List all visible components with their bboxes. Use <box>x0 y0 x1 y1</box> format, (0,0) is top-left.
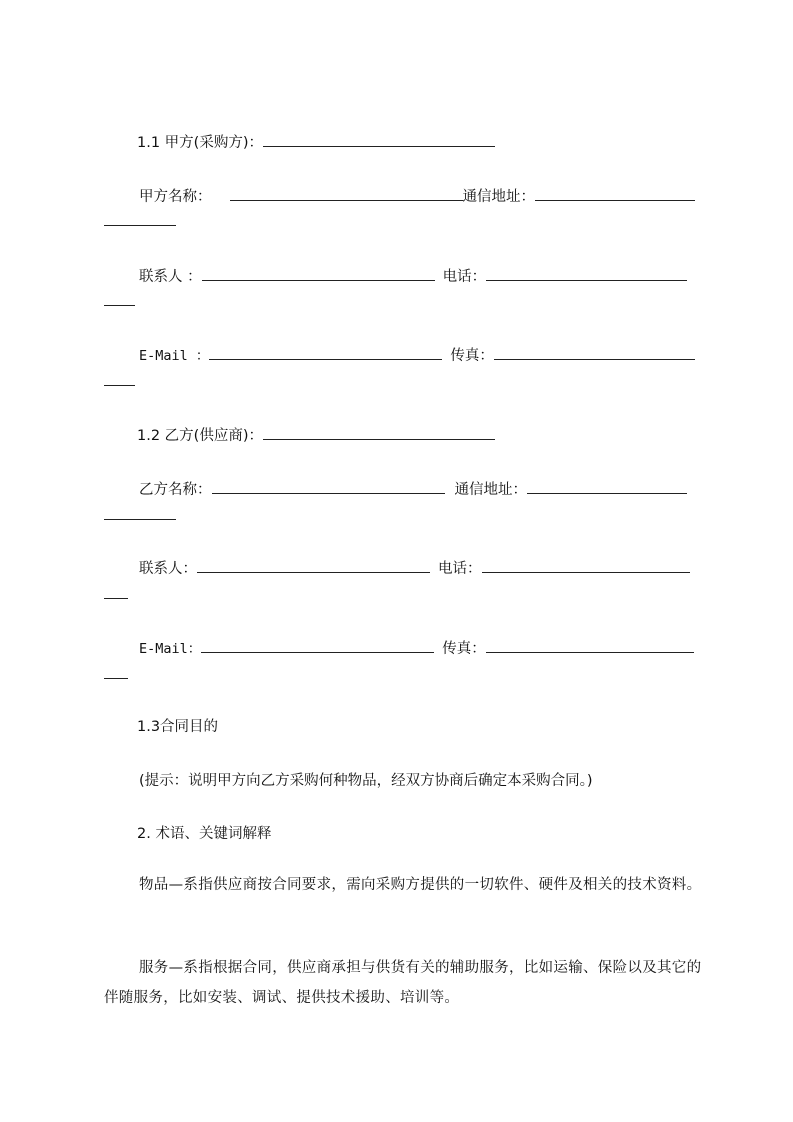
party-a-name-label: 甲方名称： <box>139 189 212 205</box>
goods-definition-paragraph: 物品—系指供应商按合同要求，需向采购方提供的一切软件、硬件及相关的技术资料。 <box>139 877 702 893</box>
party-a-fax-label: 传真： <box>450 348 494 364</box>
party-b-fax-label: 传真： <box>442 641 486 657</box>
party-b-name-line <box>139 478 687 498</box>
section-1-3-hint: (提示：说明甲方向乙方采购何种物品，经双方协商后确定本采购合同。) <box>139 773 593 789</box>
party-b-blank[interactable] <box>263 424 495 440</box>
party-a-email-label: E-Mail ： <box>139 348 210 364</box>
section-1-3-line <box>137 717 218 737</box>
section-1-3-heading: 1.3合同目的 <box>137 719 219 735</box>
party-b-fax-field[interactable] <box>486 637 694 653</box>
party-b-name-field[interactable] <box>212 478 445 494</box>
party-a-contact-label: 联系人 ： <box>139 269 202 285</box>
section-1-3-hint-line <box>139 771 593 791</box>
party-a-phone-label: 电话： <box>442 269 487 285</box>
party-a-email-field[interactable] <box>209 344 442 360</box>
party-a-fax-field[interactable] <box>494 344 695 360</box>
party-b-contact-label: 联系人： <box>139 561 197 577</box>
party-a-address-field-wrap[interactable] <box>104 224 176 226</box>
party-b-fax-field-wrap[interactable] <box>104 677 128 679</box>
service-definition-paragraph: 服务—系指根据合同，供应商承担与供货有关的辅助服务，比如运输、保险以及其它的伴随服务，比如安装、调试、提供技术援助、培训等。 <box>104 960 702 1006</box>
party-b-name-label: 乙方名称： <box>139 482 212 498</box>
party-b-address-field-wrap[interactable] <box>104 518 176 520</box>
party-b-phone-field-wrap[interactable] <box>104 597 128 599</box>
party-b-phone-label: 电话： <box>438 561 482 577</box>
party-a-fax-field-wrap[interactable] <box>104 384 135 386</box>
party-a-address-label: 通信地址： <box>462 189 535 205</box>
party-a-phone-field[interactable] <box>486 265 687 281</box>
party-b-contact-line <box>139 557 690 577</box>
party-a-contact-line <box>139 265 687 285</box>
section-2-line <box>137 824 271 844</box>
section-1-1-heading: 1.1 甲方(采购方)： <box>137 135 263 151</box>
party-a-blank[interactable] <box>263 131 495 147</box>
party-a-name-field[interactable] <box>230 185 463 201</box>
party-a-name-line <box>139 185 695 205</box>
party-b-email-label: E-Mail： <box>139 641 202 657</box>
party-b-address-label: 通信地址： <box>454 482 527 498</box>
party-a-email-line <box>139 344 695 364</box>
section-1-2-line <box>137 424 495 444</box>
party-b-email-field[interactable] <box>201 637 434 653</box>
party-b-email-line <box>139 637 694 657</box>
section-1-2-heading: 1.2 乙方(供应商)： <box>137 428 263 444</box>
party-a-address-field[interactable] <box>535 185 695 201</box>
party-a-contact-field[interactable] <box>202 265 435 281</box>
section-1-1-line <box>137 131 495 151</box>
party-b-contact-field[interactable] <box>197 557 430 573</box>
section-2-heading: 2. 术语、关键词解释 <box>137 826 272 842</box>
party-a-phone-field-wrap[interactable] <box>104 304 135 306</box>
party-b-phone-field[interactable] <box>482 557 690 573</box>
party-b-address-field[interactable] <box>527 478 687 494</box>
